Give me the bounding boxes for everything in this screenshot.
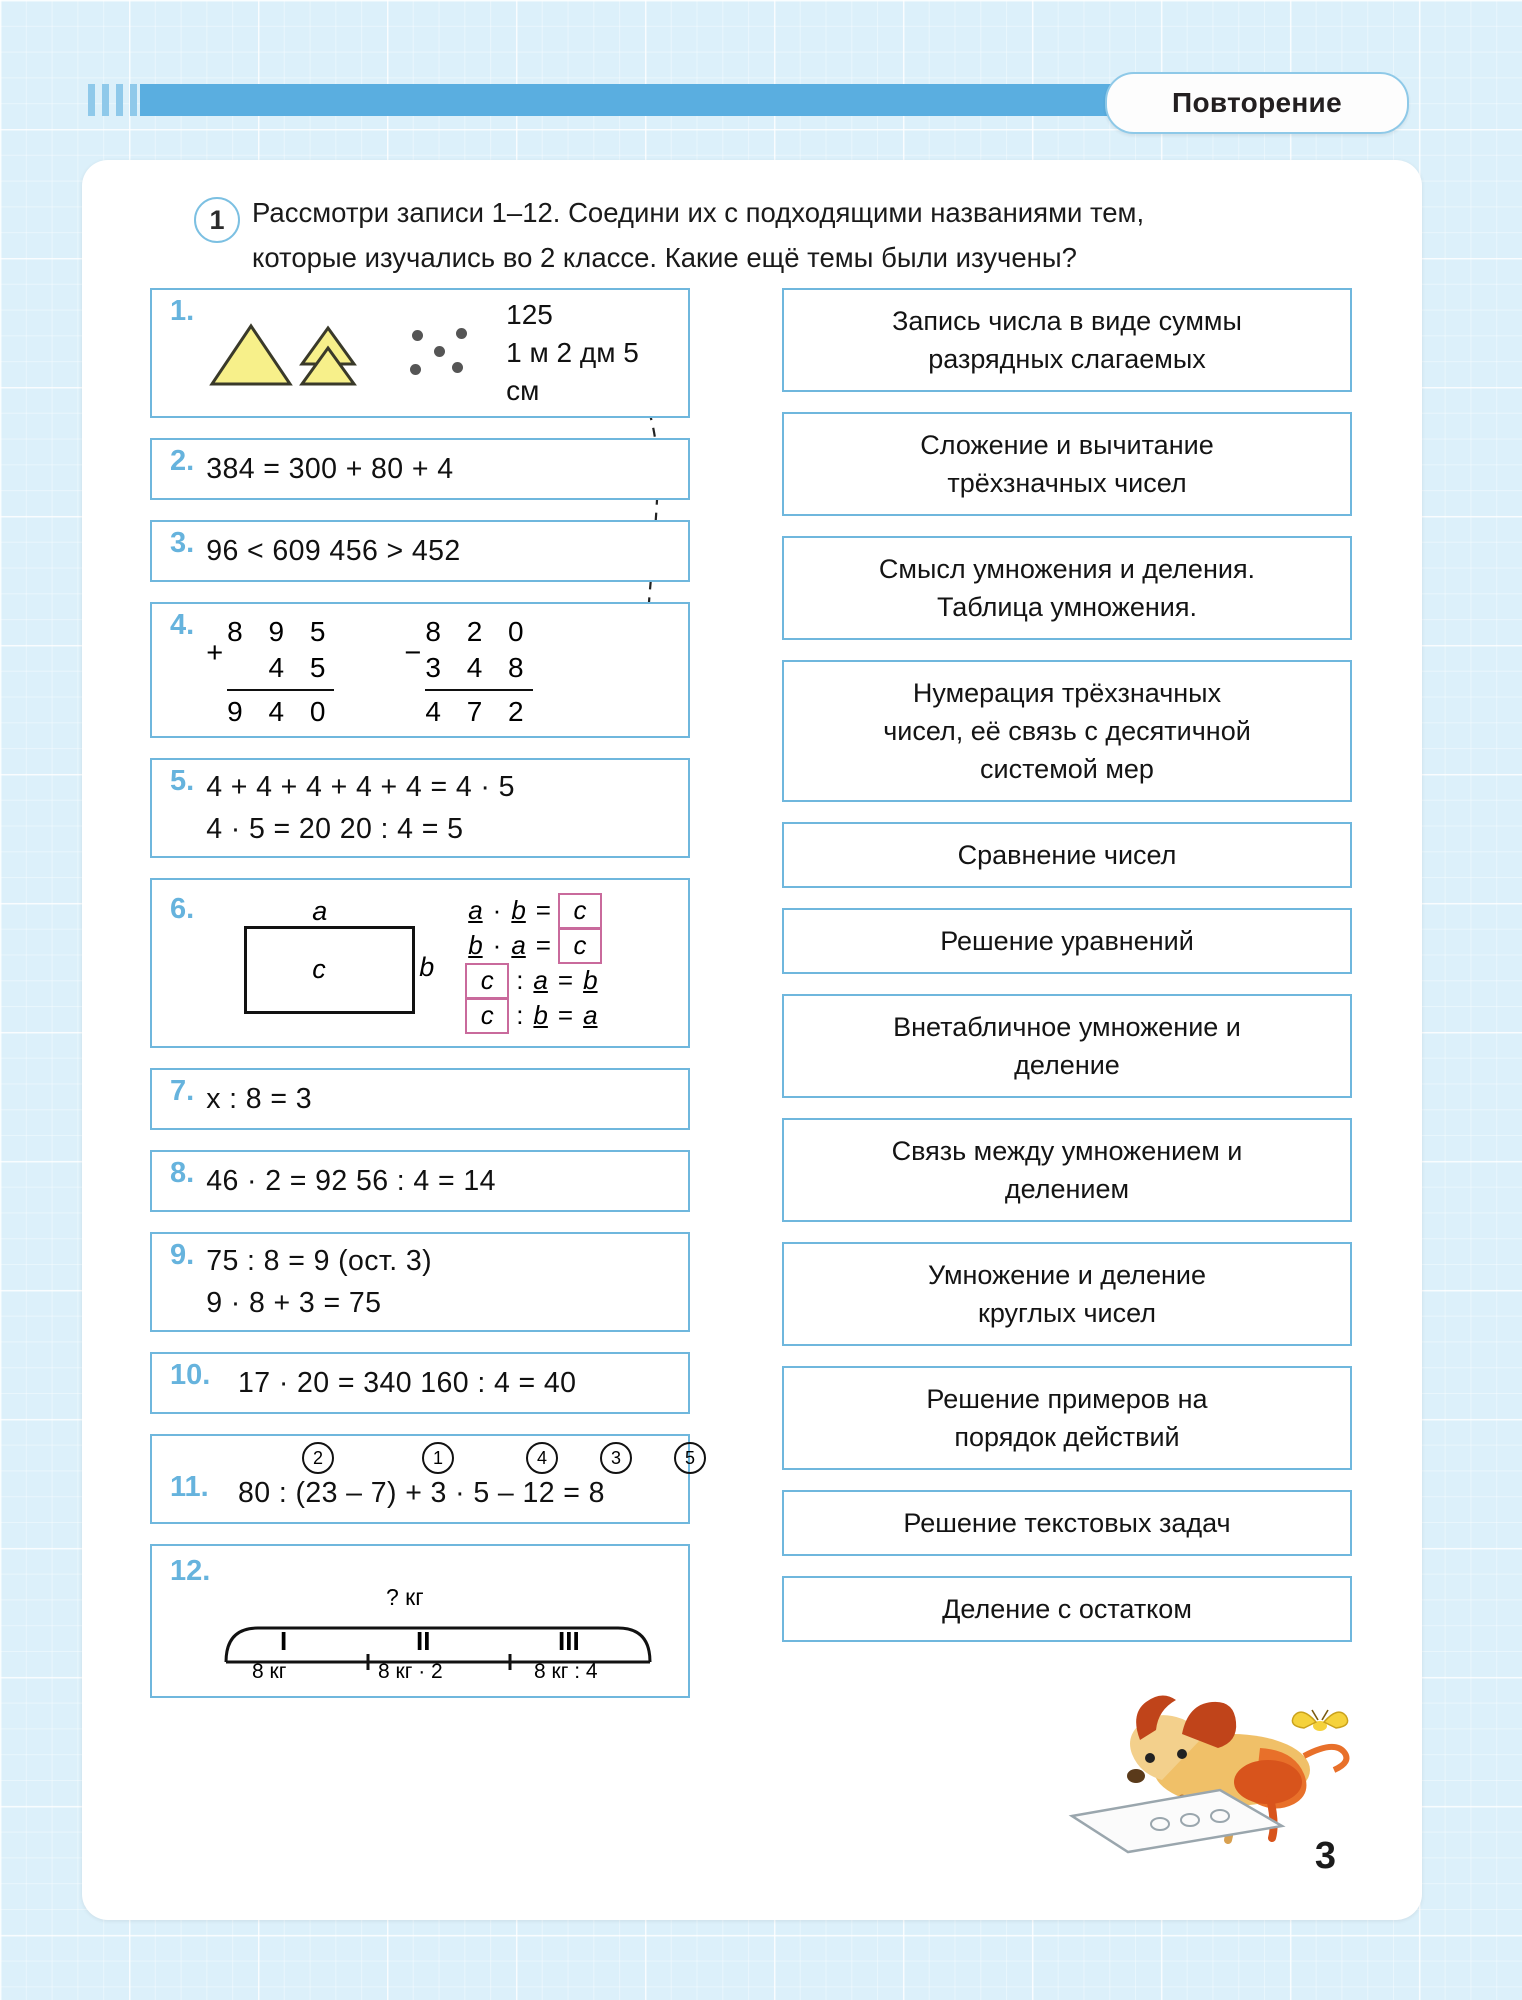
topic-item-8[interactable] <box>782 1118 1352 1222</box>
operand-first: 8 9 5 <box>227 616 335 647</box>
operand-first: 8 2 0 <box>425 616 533 647</box>
task-header <box>194 190 1394 280</box>
topic-label: Решение текстовых задач <box>903 1508 1231 1538</box>
bar-segment-caption-2: 8 кг · 2 <box>378 1660 443 1684</box>
record-number: 10. <box>170 1359 211 1391</box>
record-item-8[interactable] <box>150 1150 690 1212</box>
record-expression-line: 75 : 8 = 9 (ост. 3) <box>206 1245 433 1277</box>
column-arithmetic <box>206 610 532 730</box>
order-mark-4: 3 <box>600 1442 632 1474</box>
record-expression: 80 : (23 – 7) + 3 · 5 – 12 = 8 <box>238 1477 605 1509</box>
formula-right-term: a <box>511 930 526 960</box>
record-expression <box>206 448 453 490</box>
topic-item-3[interactable] <box>782 536 1352 640</box>
task-instruction <box>252 190 1394 280</box>
order-mark-3: 4 <box>526 1442 558 1474</box>
bar-segment-caption-1: 8 кг <box>252 1660 287 1684</box>
order-of-operations <box>170 1442 695 1514</box>
record-item-9[interactable] <box>150 1232 690 1332</box>
topic-label: Решение примеров на порядок действий <box>926 1384 1208 1452</box>
operand-stack <box>227 614 334 730</box>
record-item-12[interactable] <box>150 1544 690 1698</box>
record-item-10[interactable] <box>150 1352 690 1414</box>
formula-left-term: c <box>465 963 509 999</box>
chapter-title-text: Повторение <box>1172 87 1342 118</box>
column-addition <box>206 614 334 730</box>
order-marks-row <box>170 1442 695 1472</box>
bar-segment-roman-1: I <box>280 1626 288 1657</box>
page-number: 3 <box>1314 1835 1336 1877</box>
topic-item-10[interactable] <box>782 1366 1352 1470</box>
bar-segment-caption-3: 8 кг : 4 <box>534 1660 598 1684</box>
bar-segment-roman-2: II <box>416 1626 431 1657</box>
record-item-6[interactable] <box>150 878 690 1048</box>
record-number: 9. <box>170 1239 195 1271</box>
bar-model-header <box>170 1556 674 1586</box>
topic-item-6[interactable] <box>782 908 1352 974</box>
record-item-11[interactable] <box>150 1434 695 1524</box>
record-number: 12. <box>170 1555 211 1587</box>
topic-label: Внетабличное умножение и деление <box>893 1012 1241 1080</box>
record-item-3[interactable] <box>150 520 690 582</box>
topic-item-9[interactable] <box>782 1242 1352 1346</box>
topic-item-11[interactable] <box>782 1490 1352 1556</box>
dots-group <box>408 322 486 384</box>
operand-second: 3 4 8 <box>425 652 533 683</box>
topic-item-2[interactable] <box>782 412 1352 516</box>
content-card <box>82 160 1422 1920</box>
formula-list <box>465 894 602 1032</box>
topic-label: Сложение и вычитание трёхзначных чисел <box>920 430 1214 498</box>
topics-column <box>782 288 1352 1662</box>
formula-equals: = <box>557 1000 574 1030</box>
rectangle-diagram <box>234 896 449 1026</box>
topic-label: Решение уравнений <box>940 926 1194 956</box>
formula-4 <box>465 999 602 1032</box>
record-expression-line: 9 · 8 + 3 = 75 <box>206 1287 382 1319</box>
record-item-1[interactable] <box>150 288 690 418</box>
record-expression-line: 4 · 5 = 20 20 : 4 = 5 <box>206 813 464 845</box>
topic-item-1[interactable] <box>782 288 1352 392</box>
formula-operator: · <box>492 930 502 960</box>
formula-1 <box>465 894 602 927</box>
formula-3 <box>465 964 602 997</box>
figure-values <box>506 296 678 410</box>
record-item-2[interactable] <box>150 438 690 500</box>
record-expression <box>206 1078 312 1120</box>
bar-segment-roman-3: III <box>558 1626 580 1657</box>
record-expression-line: 17 · 20 = 340 160 : 4 = 40 <box>238 1367 577 1399</box>
formula-right-term: a <box>533 965 548 995</box>
record-item-4[interactable] <box>150 602 690 738</box>
formula-right-term: b <box>511 895 526 925</box>
formula-result-term: c <box>558 928 602 964</box>
record-item-5[interactable] <box>150 758 690 858</box>
formula-right-term: b <box>533 1000 548 1030</box>
figure-group <box>206 296 678 410</box>
topic-item-5[interactable] <box>782 822 1352 888</box>
record-expression-line: x : 8 = 3 <box>206 1083 312 1115</box>
formula-operator: : <box>516 1000 524 1030</box>
operand-result: 9 4 0 <box>227 689 334 730</box>
bar-model <box>218 1586 658 1682</box>
order-expression-row <box>170 1472 678 1514</box>
topic-label: Нумерация трёхзначных чисел, её связь с десятичной системой мер <box>883 678 1251 784</box>
topic-label: Умножение и деление круглых чисел <box>928 1260 1206 1328</box>
header-tick-marks <box>88 84 137 116</box>
record-expression <box>206 1240 432 1324</box>
operand-second: 4 5 <box>268 652 335 683</box>
record-number: 1. <box>170 295 195 327</box>
bar-total-label: ? кг <box>386 1584 424 1611</box>
order-mark-1: 2 <box>302 1442 334 1474</box>
formula-left-term: c <box>465 998 509 1034</box>
order-mark-5: 5 <box>674 1442 706 1474</box>
topic-label: Сравнение чисел <box>957 840 1177 870</box>
rect-label-a: a <box>312 896 328 926</box>
record-number: 3. <box>170 527 195 559</box>
topic-label: Запись числа в виде суммы разрядных слагаемых <box>892 306 1242 374</box>
formula-left-term: a <box>468 895 483 925</box>
triangles-group <box>206 318 394 388</box>
formula-result-term: a <box>583 1000 598 1030</box>
record-number: 8. <box>170 1157 195 1189</box>
record-number: 5. <box>170 765 195 797</box>
formula-equals: = <box>557 965 574 995</box>
formula-equals: = <box>535 895 551 925</box>
formula-equals: = <box>535 930 551 960</box>
dog-illustration <box>1032 1630 1362 1860</box>
order-mark-2: 1 <box>422 1442 454 1474</box>
formula-result-term: c <box>558 893 602 929</box>
record-expression <box>206 766 515 850</box>
formula-operator: · <box>492 895 502 925</box>
topic-item-4[interactable] <box>782 660 1352 802</box>
operand-stack <box>425 614 532 730</box>
task-instruction-line-2: которые изучались во 2 классе. Какие ещё темы были изучены? <box>252 242 1077 273</box>
formula-2 <box>465 929 602 962</box>
rect-label-b: b <box>419 952 435 982</box>
record-number: 2. <box>170 445 195 477</box>
formula-result-term: b <box>583 965 598 995</box>
records-column <box>150 288 695 1718</box>
header-blue-bar <box>140 84 1210 116</box>
chapter-title-tab <box>1105 72 1409 134</box>
topic-label: Смысл умножения и деления. Таблица умножения. <box>878 554 1256 622</box>
operand-result: 4 7 2 <box>425 689 532 730</box>
record-item-7[interactable] <box>150 1068 690 1130</box>
record-expression <box>238 1362 576 1404</box>
formula-operator: : <box>516 965 524 995</box>
record-expression-line: 384 = 300 + 80 + 4 <box>206 453 454 485</box>
record-expression <box>206 530 460 572</box>
figure-value-measure: 1 м 2 дм 5 см <box>506 337 639 406</box>
record-expression-line: 4 + 4 + 4 + 4 + 4 = 4 · 5 <box>206 771 515 803</box>
rect-label-c: c <box>312 954 326 984</box>
record-expression-line: 46 · 2 = 92 56 : 4 = 14 <box>206 1165 496 1197</box>
column-subtraction <box>404 614 532 730</box>
topic-item-7[interactable] <box>782 994 1352 1098</box>
formula-left-term: b <box>468 930 483 960</box>
rectangle-shape <box>244 926 415 1014</box>
record-expression <box>206 1160 496 1202</box>
record-number: 11. <box>170 1471 209 1503</box>
record-expression-line: 96 < 609 456 > 452 <box>206 535 461 567</box>
operator-sign: − <box>404 637 422 669</box>
topic-label: Деление с остатком <box>942 1594 1192 1624</box>
topic-label: Связь между умножением и делением <box>891 1136 1243 1204</box>
record-number: 7. <box>170 1075 195 1107</box>
page-header <box>0 78 1522 124</box>
operator-sign: + <box>206 637 224 669</box>
task-number-badge: 1 <box>194 197 240 243</box>
task-instruction-line-1: Рассмотри записи 1–12. Соедини их с подходящими названиями тем, <box>252 197 1145 228</box>
record-number: 4. <box>170 609 195 641</box>
record-number: 6. <box>170 893 195 925</box>
figure-value-number: 125 <box>506 299 553 330</box>
